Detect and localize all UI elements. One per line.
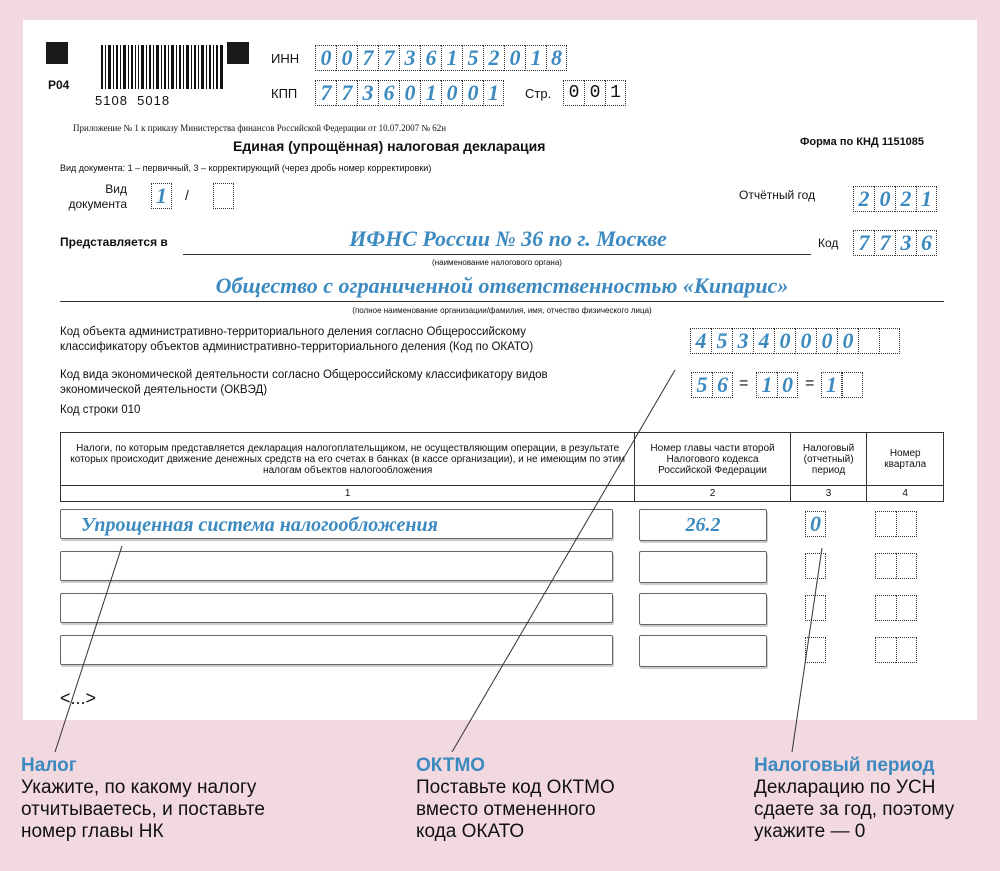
okved-cell: 5 [691,372,712,398]
okato-cell: 4 [753,328,774,354]
okved-cell: 1 [821,372,842,398]
inn-cell: 0 [504,45,525,71]
okato-label-line2: классификатору объектов административно-территориального деления (Код по ОКАТО) [60,341,534,353]
page-cell: 1 [605,80,626,106]
kpp-cell: 0 [441,80,462,106]
callout-oktmo-line2: вместо отмененного [416,799,596,820]
authority-code-label: Код [818,236,839,250]
authority-code-cell: 3 [895,230,916,256]
year-cell: 1 [916,186,937,212]
organization-caption: (полное наименование организации/фамилия, имя, отчество физического лица) [352,306,652,315]
okato-cell: 0 [816,328,837,354]
period-cell: 0 [805,511,826,537]
kpp-cell: 1 [420,80,441,106]
callout-period-line2: сдаете за год, поэтому [754,799,955,820]
row-code-label: Код строки 010 [60,404,141,416]
kpp-label: КПП [271,86,298,101]
inn-cell: 0 [315,45,336,71]
col-header-period: Налоговый (отчетный) период [790,433,867,486]
col-number-1: 1 [61,486,635,502]
authority-code-cell: 7 [853,230,874,256]
authority-label: Представляется в [60,235,168,249]
year-cell: 0 [874,186,895,212]
callout-oktmo-title: ОКТМО [416,755,486,776]
okved-sep-2: = [805,375,815,392]
col-header-quarter: Номер квартала [867,433,944,486]
doc-type-value: 1 [151,183,172,209]
kpp-cell: 1 [483,80,504,106]
form-code: Р04 [48,78,70,92]
col-number-2: 2 [635,486,790,502]
callout-period-line1: Декларацию по УСН [754,777,936,798]
callout-period [754,755,954,843]
callout-tax-title: Налог [21,755,77,776]
kpp-cell: 7 [315,80,336,106]
page-cell: 0 [584,80,605,106]
okved-label-line1: Код вида экономической деятельности согласно Общероссийскому классификатору видов [60,369,548,381]
organization-value[interactable]: Общество с ограниченной ответственностью «Кипарис» [215,273,789,298]
inn-cell: 7 [378,45,399,71]
page-cell: 0 [563,80,584,106]
doc-type-label-line1: Вид [105,182,127,196]
callout-tax-line1: Укажите, по какому налогу [21,777,257,798]
inn-label: ИНН [271,51,300,66]
inn-cell: 6 [420,45,441,71]
year-label: Отчётный год [739,188,816,202]
okved-label-line2: экономической деятельности (ОКВЭД) [60,384,268,396]
callout-tax-line2: отчитываетесь, и поставьте [21,799,265,820]
inn-cell: 0 [336,45,357,71]
form-title: Единая (упрощённая) налоговая декларация [233,138,546,154]
inn-cell: 7 [357,45,378,71]
okato-cell: 4 [690,328,711,354]
col-header-taxes: Налоги, по которым представляется декларация налогоплательщиком, не осуществляющим операции, в результате которых происходит движение денежных средств на его счетах в банках (в кассе организации), и не имеющим по этим налогам объектов налогообложения [61,433,635,486]
authority-caption: (наименование налогового органа) [432,258,562,267]
okato-cell: 0 [774,328,795,354]
inn-cell: 8 [546,45,567,71]
okved-cell: 1 [756,372,777,398]
col-header-chapter: Номер главы части второй Налогового кодекса Российской Федерации [635,433,790,486]
doc-type-slash: / [185,187,189,203]
ellipsis: <...> [60,688,97,708]
line-period [792,548,822,752]
okato-cell: 5 [711,328,732,354]
line-tax [55,546,122,752]
barcode-number: 5108 5018 [95,93,171,108]
knd-code: Форма по КНД 1151085 [800,136,925,148]
callout-tax-line3: номер главы НК [21,821,164,842]
callout-period-title: Налоговый период [754,755,935,776]
callout-period-line3: укажите — 0 [754,821,866,842]
kpp-cell: 7 [336,80,357,106]
inn-cell: 2 [483,45,504,71]
year-cell: 2 [853,186,874,212]
doc-type-hint: Вид документа: 1 – первичный, 3 – корректирующий (через дробь номер корректировки) [60,163,432,173]
order-note: Приложение № 1 к приказу Министерства финансов Российской Федерации от 10.07.2007 № 62н [73,123,447,133]
inn-cell: 1 [525,45,546,71]
kpp-cell: 0 [399,80,420,106]
okato-label-line1: Код объекта административно-территориального деления согласно Общероссийскому [60,326,526,338]
callout-oktmo [416,755,615,843]
okved-cell: 0 [777,372,798,398]
inn-cell: 3 [399,45,420,71]
year-cell: 2 [895,186,916,212]
callout-oktmo-line3: кода ОКАТО [416,821,525,842]
okato-cell: 0 [837,328,858,354]
okato-cell: 3 [732,328,753,354]
doc-type-label-line2: документа [68,197,127,211]
tax-name-field[interactable]: Упрощенная система налогообложения [60,509,613,539]
authority-code-cell: 6 [916,230,937,256]
okved-sep-1: = [739,375,749,392]
authority-value[interactable]: ИФНС России № 36 по г. Москве [349,226,667,251]
okved-cell: 6 [712,372,733,398]
inn-cell: 1 [441,45,462,71]
authority-code-cell: 7 [874,230,895,256]
callout-oktmo-line1: Поставьте код ОКТМО [416,777,615,798]
chapter-field[interactable]: 26.2 [639,509,767,541]
okato-cell: 0 [795,328,816,354]
page-label: Стр. [525,86,552,101]
callout-tax [21,755,265,843]
col-number-4: 4 [867,486,944,502]
inn-cell: 5 [462,45,483,71]
col-number-3: 3 [790,486,867,502]
kpp-cell: 0 [462,80,483,106]
line-oktmo [452,370,675,752]
kpp-cell: 3 [357,80,378,106]
kpp-cell: 6 [378,80,399,106]
